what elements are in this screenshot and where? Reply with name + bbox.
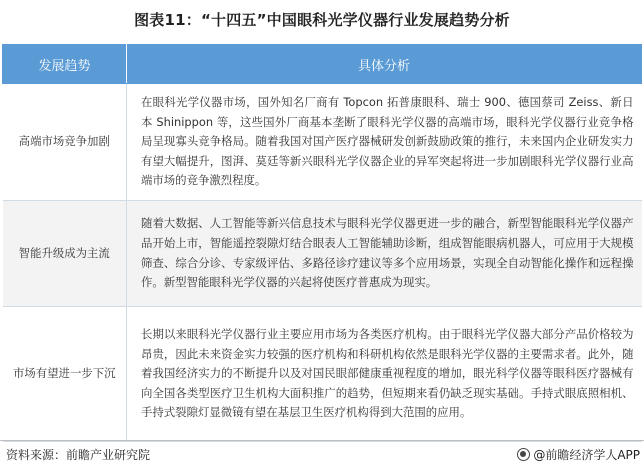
table-header-row <box>3 45 642 84</box>
trend-cell: 市场有望进一步下沉 <box>3 307 127 442</box>
brand-label: @前瞻经济学人APP <box>533 448 640 462</box>
trend-cell: 智能升级成为主流 <box>3 201 127 307</box>
analysis-cell: 随着大数据、人工智能等新兴信息技术与眼科光学仪器更进一步的融合，新型智能眼科光学仪器产品开始上市，智能遥控裂隙灯结合眼表人工智能辅助诊断，组成智能眼病机器人，可应用于大规模筛查、综合分诊、专家级评估、多路径诊疗建议等多个应用场景，实现全自动智能化操作和远程操作。新型智能眼科光学仪器的兴起将使医疗普惠成为现实。 <box>127 201 642 307</box>
page-footer <box>0 440 644 468</box>
table-row <box>3 201 642 307</box>
qianzhan-logo-icon <box>517 448 530 461</box>
header-analysis: 具体分析 <box>127 45 642 84</box>
brand-credit <box>517 446 640 463</box>
header-trend: 发展趋势 <box>3 45 127 84</box>
trend-cell: 高端市场竞争加剧 <box>3 84 127 201</box>
table-row <box>3 84 642 201</box>
table-row <box>3 307 642 442</box>
source-note: 资料来源：前瞻产业研究院 <box>6 448 151 462</box>
page-title: 图表11：“十四五”中国眼科光学仪器行业发展趋势分析 <box>134 11 510 29</box>
analysis-cell: 长期以来眼科光学仪器行业主要应用市场为各类医疗机构。由于眼科光学仪器大部分产品价格较为昂贵，因此未来资金实力较强的医疗机构和科研机构依然是眼科光学仪器的主要需求者。此外，随着我国经济实力的不断提升以及对国民眼部健康重视程度的增加，眼光科学仪器等眼科医疗器械有向全国各类型医疗卫生机构大面积推广的趋势，但短期来看仍缺乏现实基础。手持式眼底照相机、手持式裂隙灯显微镜有望在基层卫生医疗机构得到大范围的应用。 <box>127 307 642 442</box>
analysis-cell: 在眼科光学仪器市场，国外知名厂商有 Topcon 拓普康眼科、瑞士 900、德国蔡司 Zeiss、新日本 Shinippon 等，这些国外厂商基本垄断了眼科光学仪器的高端市场，眼科光学仪器行业竞争格局呈现寡头竞争格局。随着我国对国产医疗器械研发创新鼓励政策的推行，未来国内企业研发实力有望大幅提升，图湃、莫廷等新兴眼科光学仪器企业的异军突起将进一步加剧眼科光学仪器行业高端市场的竞争激烈程度。 <box>127 84 642 201</box>
trend-table <box>2 44 642 442</box>
